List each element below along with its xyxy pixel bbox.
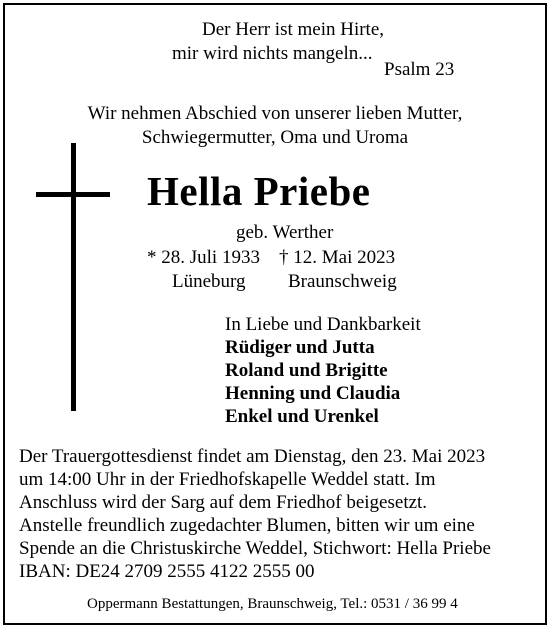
mourner-name: Roland und Brigitte — [225, 360, 388, 381]
death-date: † 12. Mai 2023 — [279, 247, 396, 268]
cross-icon — [71, 143, 76, 411]
mourner-name: Enkel und Urenkel — [225, 406, 379, 427]
cross-bar — [36, 192, 110, 197]
funeral-home-footer: Oppermann Bestattungen, Braunschweig, Tel.: 0531 / 36 99 4 — [87, 596, 458, 612]
mourners-intro: In Liebe und Dankbarkeit — [225, 314, 421, 335]
notice-line: Der Trauergottesdienst findet am Dienstag, den 23. Mai 2023 — [19, 446, 486, 467]
notice-line: IBAN: DE24 2709 2555 4122 2555 00 — [19, 561, 315, 582]
verse-source: Psalm 23 — [384, 59, 455, 80]
birth-name: geb. Werther — [236, 222, 334, 243]
notice-line: Anschluss wird der Sarg auf dem Friedhof beigesetzt. — [19, 492, 428, 513]
farewell-line-2: Schwiegermutter, Oma und Uroma — [141, 127, 409, 148]
verse-line-1: Der Herr ist mein Hirte, — [202, 19, 385, 40]
notice-line: Spende an die Christuskirche Weddel, Stichwort: Hella Priebe — [19, 538, 491, 559]
verse-line-2: mir wird nichts mangeln... — [172, 43, 373, 64]
mourner-name: Henning und Claudia — [225, 383, 401, 404]
mourner-name: Rüdiger und Jutta — [225, 337, 375, 358]
birth-place: Lüneburg — [172, 271, 246, 292]
birth-date: * 28. Juli 1933 — [147, 247, 260, 268]
notice-line: um 14:00 Uhr in der Friedhofskapelle Weddel statt. Im — [19, 469, 436, 490]
notice-line: Anstelle freundlich zugedachter Blumen, bitten wir um eine — [19, 515, 475, 536]
deceased-name: Hella Priebe — [147, 168, 371, 214]
farewell-line-1: Wir nehmen Abschied von unserer lieben Mutter, — [87, 103, 463, 124]
death-place: Braunschweig — [288, 271, 397, 292]
